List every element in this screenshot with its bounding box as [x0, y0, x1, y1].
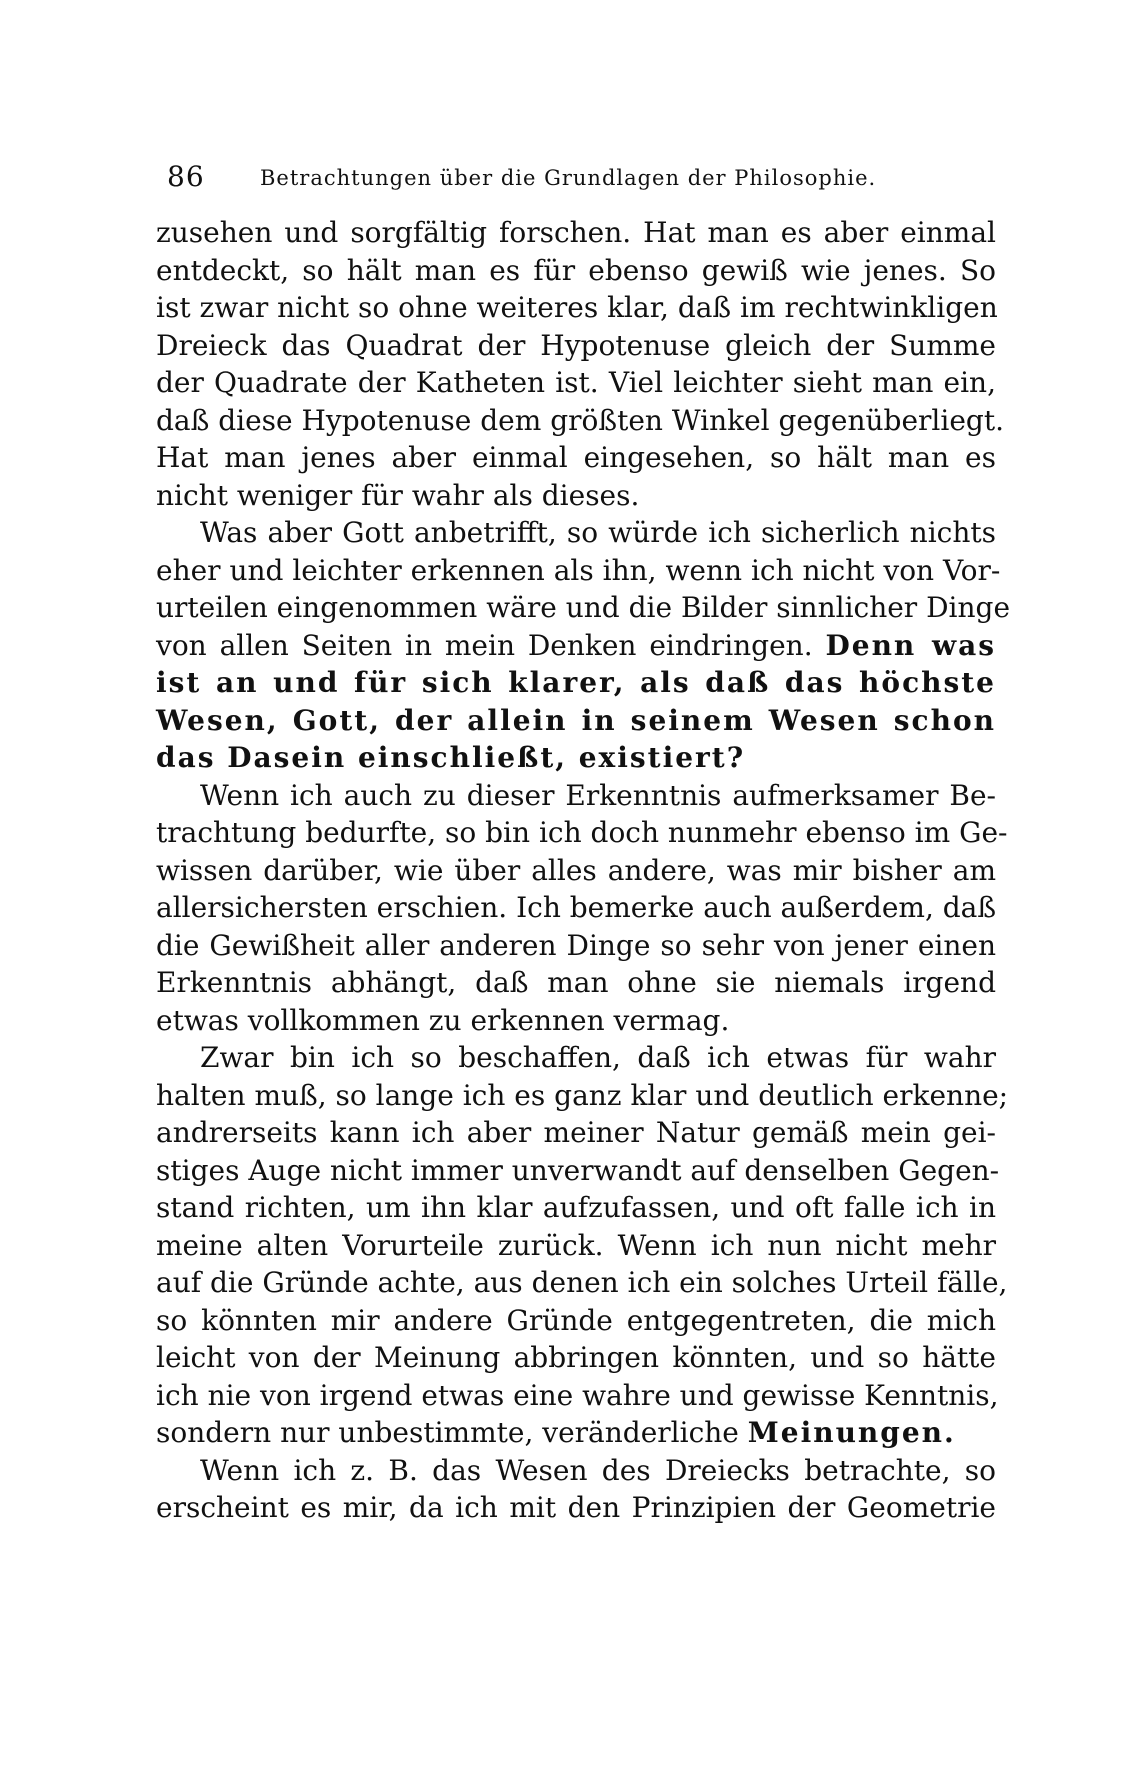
text-line: Hat man jenes aber einmal eingesehen, so hält man es	[156, 441, 996, 474]
running-head: Betrachtungen über die Grundlagen der Philosophie.	[260, 166, 877, 190]
text-line: Wenn ich auch zu dieser Erkenntnis aufmerksamer Be-	[200, 778, 996, 812]
text-line: andrerseits kann ich aber meiner Natur gemäß mein gei-	[156, 1116, 996, 1149]
text-line: auf die Gründe achte, aus denen ich ein solches Urteil fälle,	[156, 1266, 1008, 1299]
text-line: ich nie von irgend etwas eine wahre und gewisse Kenntnis,	[156, 1378, 999, 1412]
text-line: die Gewißheit aller anderen Dinge so sehr von jener einen	[156, 928, 996, 962]
text-line-part: sondern nur unbestimmte, veränderliche	[156, 1416, 739, 1449]
text-line-part: von allen Seiten in mein Denken eindringen.	[156, 628, 813, 662]
text-line: halten muß, so lange ich es ganz klar und deutlich erkenne;	[156, 1078, 1009, 1112]
text-line: der Quadrate der Katheten ist. Viel leichter sieht man ein,	[156, 366, 996, 399]
text-line: Wenn ich z. B. das Wesen des Dreiecks betrachte, so	[200, 1453, 996, 1487]
page-number: 86	[167, 160, 205, 193]
text-line: allersichersten erschien. Ich bemerke auch außerdem, daß	[156, 891, 997, 924]
emphasis-line: ist an und für sich klarer, als daß das höchste	[156, 666, 996, 699]
text-line: Was aber Gott anbetrifft, so würde ich sicherlich nichts	[200, 516, 996, 549]
text-line: stand richten, um ihn klar aufzufassen, und oft falle ich in	[156, 1191, 996, 1224]
text-line: ist zwar nicht so ohne weiteres klar, daß im rechtwinkligen	[156, 291, 998, 324]
text-line: trachtung bedurfte, so bin ich doch nunmehr ebenso im Ge-	[156, 816, 1008, 849]
text-line: so könnten mir andere Gründe entgegentreten, die mich	[156, 1303, 996, 1337]
emphasis-line: das Dasein einschließt, existiert?	[156, 741, 746, 774]
text-line: meine alten Vorurteile zurück. Wenn ich nun nicht mehr	[156, 1228, 996, 1262]
text-line: stiges Auge nicht immer unverwandt auf denselben Gegen-	[156, 1153, 1000, 1187]
text-line: daß diese Hypotenuse dem größten Winkel gegenüberliegt.	[156, 403, 1004, 437]
text-line: wissen darüber, wie über alles andere, was mir bisher am	[156, 853, 996, 887]
text-line: erscheint es mir, da ich mit den Prinzipien der Geometrie	[156, 1491, 996, 1524]
emphasis-text: Meinungen.	[747, 1416, 956, 1449]
text-line: Zwar bin ich so beschaffen, daß ich etwas für wahr	[200, 1041, 996, 1074]
emphasis-line: Wesen, Gott, der allein in seinem Wesen schon	[156, 703, 996, 737]
text-line: urteilen eingenommen wäre und die Bilder sinnlicher Dinge	[156, 591, 1011, 624]
text-line: eher und leichter erkennen als ihn, wenn ich nicht von Vor-	[156, 553, 1001, 587]
text-line: etwas vollkommen zu erkennen vermag.	[156, 1003, 730, 1037]
page-header	[155, 160, 995, 192]
text-line	[156, 627, 996, 665]
text-line	[156, 1414, 996, 1452]
text-line: leicht von der Meinung abbringen könnten, und so hätte	[156, 1341, 996, 1374]
body-text	[156, 214, 1011, 1527]
emphasis-text: Denn was	[825, 628, 996, 662]
text-line: zusehen und sorgfältig forschen. Hat man es aber einmal	[156, 216, 996, 249]
text-line: Dreieck das Quadrat der Hypotenuse gleich der Summe	[156, 328, 996, 362]
text-line: entdeckt, so hält man es für ebenso gewiß wie jenes. So	[156, 253, 996, 287]
text-line: nicht weniger für wahr als dieses.	[156, 478, 640, 512]
text-line: Erkenntnis abhängt, daß man ohne sie niemals irgend	[156, 966, 996, 999]
